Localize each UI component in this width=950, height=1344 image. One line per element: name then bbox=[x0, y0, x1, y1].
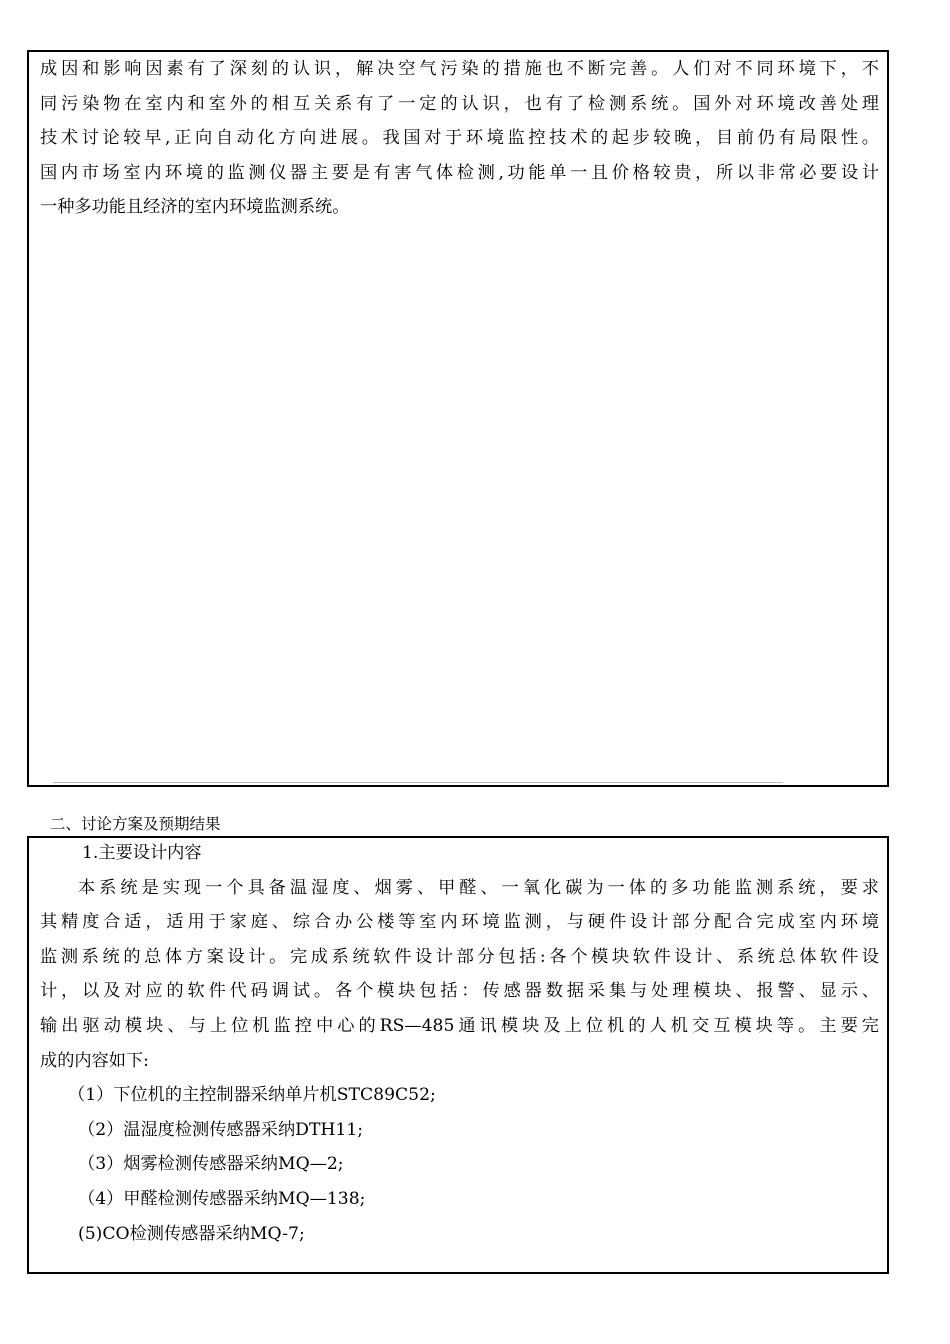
list-item: （2）温湿度检测传感器采纳DTH11; bbox=[78, 1119, 364, 1140]
list-item: （3）烟雾检测传感器采纳MQ—2; bbox=[78, 1154, 344, 1175]
design-content-box bbox=[27, 836, 889, 1274]
text-line: 本系统是实现一个具备温湿度、烟雾、甲醛、一氧化碳为一体的多功能监测系统，要求 bbox=[78, 877, 879, 898]
text-line: 成因和影响因素有了深刻的认识，解决空气污染的措施也不断完善。人们对不同环境下，不 bbox=[40, 59, 879, 79]
text-line: 计，以及对应的软件代码调试。各个模块包括：传感器数据采集与处理模块、报警、显示、 bbox=[40, 981, 879, 1002]
section-heading: 二、讨论方案及预期结果 bbox=[50, 815, 221, 833]
list-item: （4）甲醛检测传感器采纳MQ—138; bbox=[78, 1188, 366, 1209]
subheading: 1.主要设计内容 bbox=[82, 843, 202, 863]
text-line: 成的内容如下: bbox=[40, 1050, 149, 1071]
text-line: 一种多功能且经济的室内环境监测系统。 bbox=[40, 197, 350, 218]
text-line: 监测系统的总体方案设计。完成系统软件设计部分包括:各个模块软件设计、系统总体软件设 bbox=[40, 946, 879, 967]
background-paragraph bbox=[40, 52, 879, 225]
text-line: 同污染物在室内和室外的相互关系有了一定的认识，也有了检测系统。国外对环境改善处理 bbox=[40, 93, 879, 114]
design-content bbox=[40, 836, 879, 1251]
background-text-box bbox=[27, 50, 889, 787]
divider bbox=[53, 782, 783, 783]
text-line: 国内市场室内环境的监测仪器主要是有害气体检测,功能单一且价格较贵，所以非常必要设计 bbox=[40, 162, 879, 183]
text-line: 其精度合适，适用于家庭、综合办公楼等室内环境监测，与硬件设计部分配合完成室内环境 bbox=[40, 912, 879, 933]
text-line: 输出驱动模块、与上位机监控中心的RS—485通讯模块及上位机的人机交互模块等。主要完 bbox=[40, 1015, 879, 1036]
text-line: 技术讨论较早,正向自动化方向进展。我国对于环境监控技术的起步较晚，目前仍有局限性。 bbox=[40, 128, 879, 149]
list-item: （1）下位机的主控制器采纳单片机STC89C52; bbox=[68, 1085, 436, 1106]
list-item: (5)CO检测传感器采纳MQ-7; bbox=[78, 1223, 305, 1244]
